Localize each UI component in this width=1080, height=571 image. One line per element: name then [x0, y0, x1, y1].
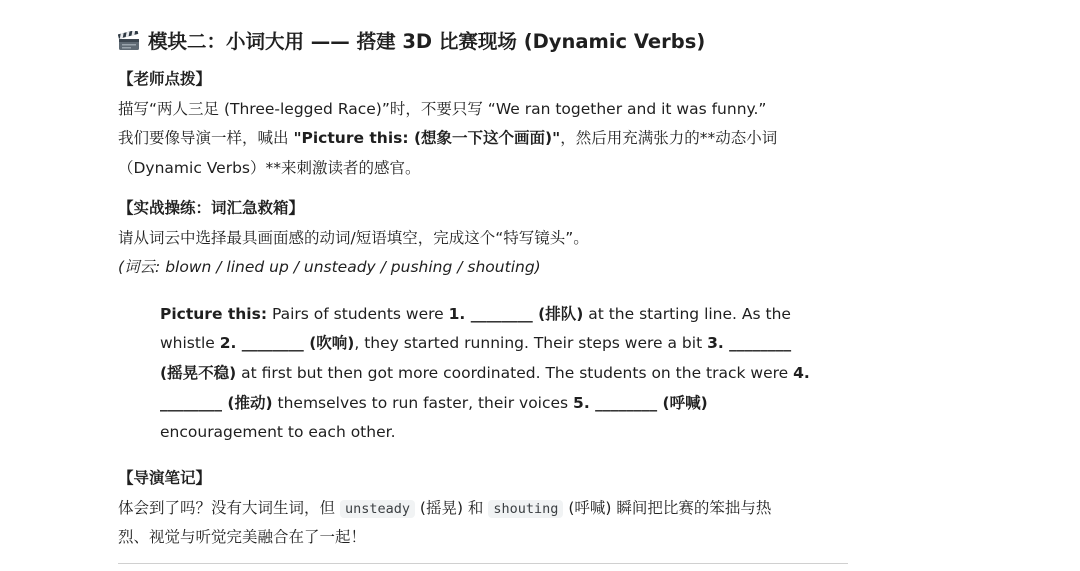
blank-2: 2. ________ (吹响)	[219, 334, 355, 352]
word-cloud: (词云: blown / lined up / unsteady / pushing / shouting)	[118, 258, 541, 276]
passage-line-3: (摇晃不稳) at first but then got more coordinated. The students on the track were 4.	[160, 364, 810, 382]
blank-5: 5. ________ (呼喊)	[573, 394, 708, 412]
passage-line-1: Picture this: Pairs of students were 1. ________ (排队) at the starting line. As the	[160, 305, 791, 323]
director-notes-heading: 【导演笔记】	[118, 469, 212, 487]
blank-4: ________ (推动)	[160, 394, 273, 412]
practice-instruction: 请从词云中选择最具画面感的动词/短语填空，完成这个“特写镜头”。	[118, 229, 589, 247]
teacher-tip-line-1: 描写“两人三足 (Three-legged Race)”时，不要只写 “We ran together and it was funny.”	[118, 100, 767, 118]
director-notes-line-1: 体会到了吗？没有大词生词，但 unsteady (摇晃) 和 shouting (呼喊) 瞬间把比赛的笨拙与热	[118, 499, 772, 517]
passage-line-4: ________ (推动) themselves to run faster, their voices 5. ________ (呼喊)	[160, 394, 708, 412]
passage-line-5: encouragement to each other.	[160, 423, 396, 441]
divider	[118, 563, 848, 564]
practice-heading: 【实战操练：词汇急救箱】	[118, 199, 305, 217]
passage-line-2: whistle 2. ________ (吹响), they started running. Their steps were a bit 3. ________	[160, 334, 792, 352]
teacher-tip-heading: 【老师点拨】	[118, 70, 212, 88]
module-title-text: 模块二：小词大用 —— 搭建 3D 比赛现场 (Dynamic Verbs)	[148, 30, 706, 53]
code-shouting: shouting	[488, 500, 563, 518]
blank-3: 3. ________	[707, 334, 792, 352]
teacher-tip-line-3: （Dynamic Verbs）**来刺激读者的感官。	[118, 159, 421, 177]
teacher-tip-line-2: 我们要像导演一样，喊出 "Picture this: (想象一下这个画面)"，然后用充满张力的**动态小词	[118, 129, 778, 147]
director-notes-line-2: 烈、视觉与听觉完美融合在了一起！	[118, 528, 367, 546]
module-title	[118, 27, 838, 57]
code-unsteady: unsteady	[340, 500, 415, 518]
blank-3-hint: (摇晃不稳)	[160, 364, 237, 382]
clapperboard-icon	[118, 31, 140, 51]
picture-this-phrase: "Picture this: (想象一下这个画面)"	[293, 129, 561, 147]
blank-1: 1. ________ (排队)	[448, 305, 584, 323]
